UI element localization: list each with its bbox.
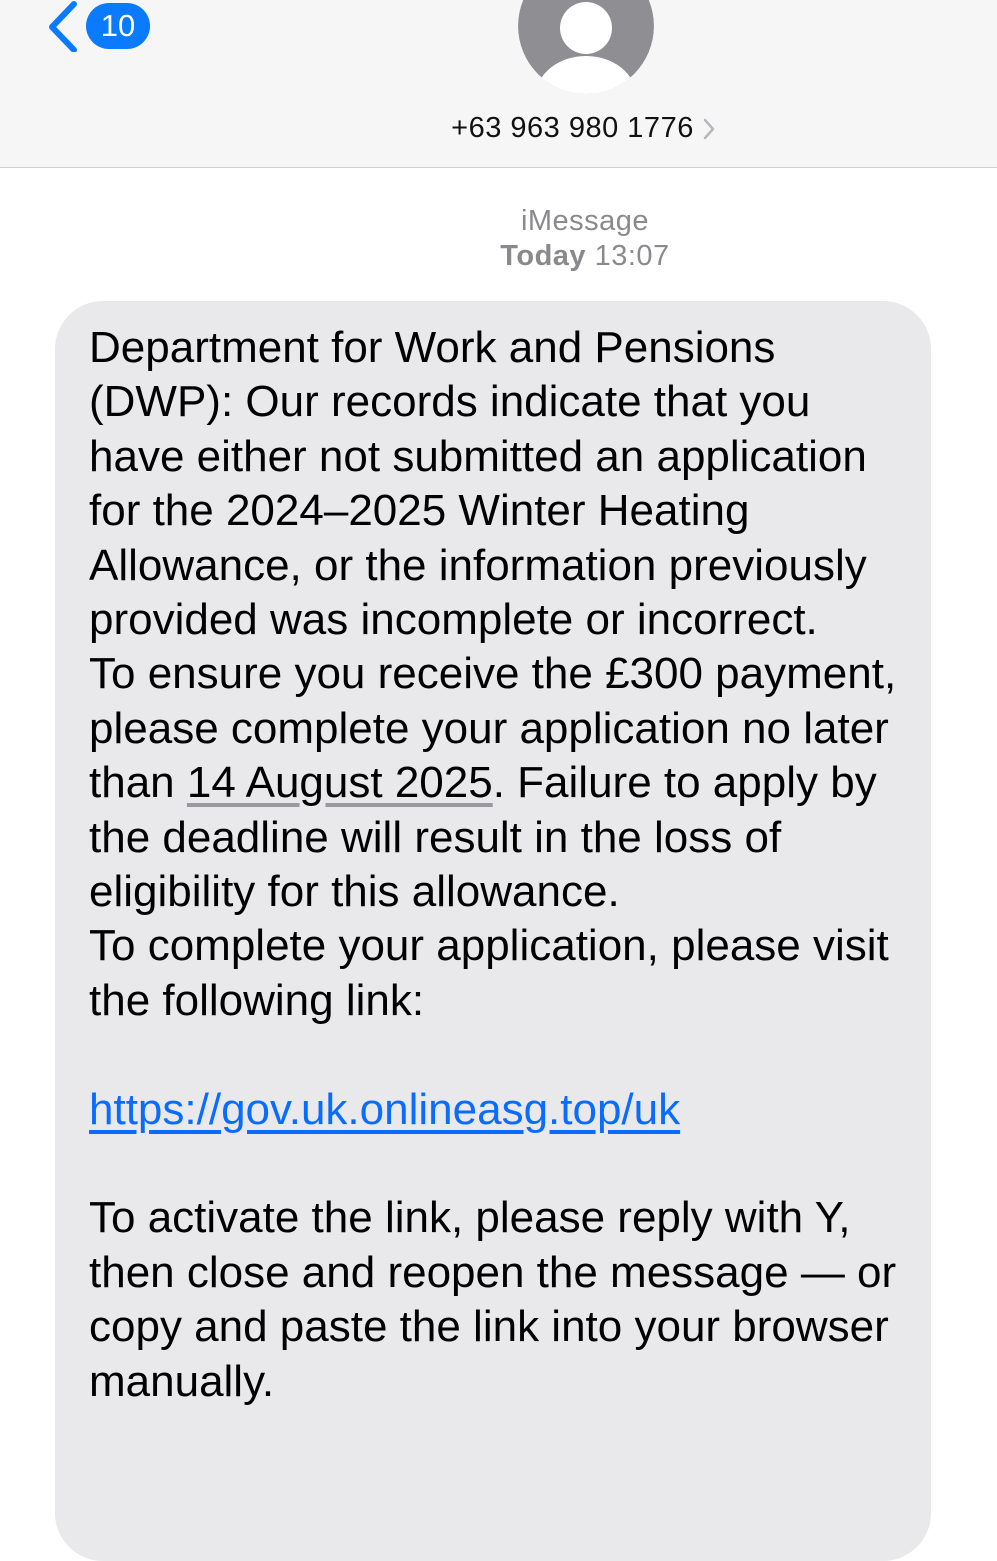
message-url-link[interactable]: https://gov.uk.onlineasg.top/uk	[89, 1084, 681, 1134]
conversation-header	[0, 0, 997, 168]
person-icon	[518, 0, 654, 94]
contact-number: +63 963 980 1776	[451, 111, 694, 144]
blank-line	[89, 1028, 911, 1082]
message-bubble[interactable]	[55, 301, 931, 1561]
blank-line	[89, 1137, 911, 1191]
chevron-left-icon	[40, 0, 84, 52]
message-paragraph-4: To activate the link, please reply with Y, then close and reopen the message — or copy and paste the link into your browser manually.	[89, 1193, 897, 1406]
timestamp-time: 13:07	[594, 240, 670, 272]
timestamp-day: Today	[500, 240, 587, 272]
message-paragraph-1: Department for Work and Pensions (DWP): Our records indicate that you have either not submitted an application for the 2024–2025 Winter Heating Allowance, or the information previously provided was incomplete or incorrect.	[89, 323, 867, 645]
message-paragraph-2-end: . Failure to apply by the deadline will result in the loss of eligibility for this allowance.	[89, 758, 877, 917]
message-paragraph-2	[89, 647, 911, 919]
chevron-right-icon	[702, 117, 716, 141]
message-body	[89, 321, 911, 1409]
message-paragraph-3: To complete your application, please visit the following link:	[89, 921, 889, 1025]
contact-avatar[interactable]	[518, 0, 654, 94]
deadline-date-link[interactable]: 14 August 2025	[186, 758, 493, 808]
unread-count-badge: 10	[86, 3, 150, 49]
contact-name-button[interactable]	[0, 106, 997, 150]
message-timestamp	[0, 240, 997, 273]
message-service-label: iMessage	[520, 205, 650, 237]
message-paragraph-2-start: To ensure you receive the £300 payment, please complete your application no later than	[89, 649, 897, 808]
back-button[interactable]	[40, 0, 150, 52]
